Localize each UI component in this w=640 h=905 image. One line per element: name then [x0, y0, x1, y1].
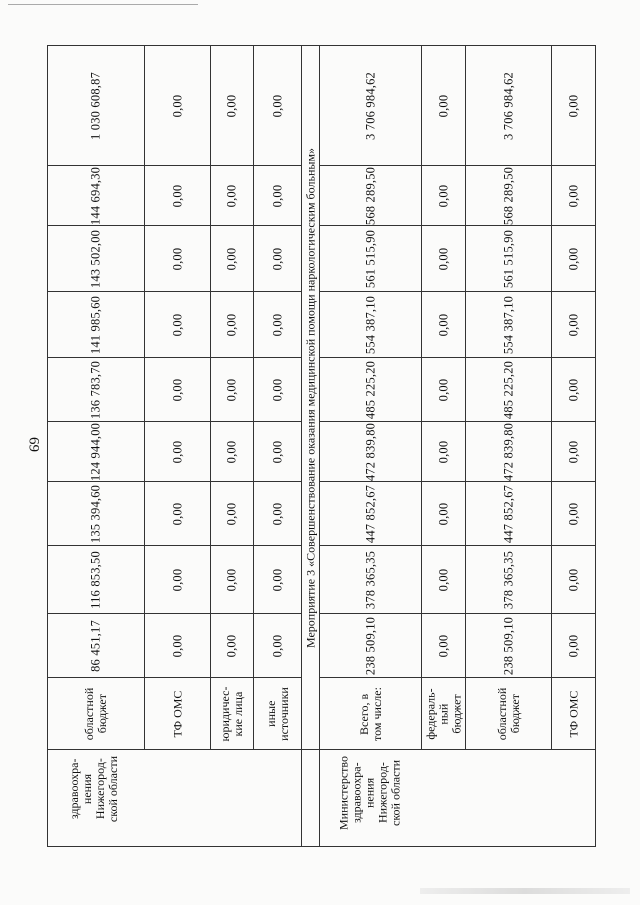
amount-cell: 0,00	[145, 292, 211, 358]
amount-cell: 0,00	[422, 166, 466, 226]
amount-cell: 116 853,50	[48, 546, 145, 614]
amount-cell: 3 706 984,62	[320, 46, 422, 166]
row-label: юридичес- кие лица	[211, 678, 254, 750]
row-label: федераль- ный бюджет	[422, 678, 466, 750]
amount-cell: 143 502,00	[48, 226, 145, 292]
amount-cell: 0,00	[145, 226, 211, 292]
amount-cell: 0,00	[552, 292, 596, 358]
amount-cell: 0,00	[552, 614, 596, 678]
amount-cell: 568 289,50	[320, 166, 422, 226]
scan-edge-line	[8, 4, 198, 5]
amount-cell: 1 030 608,87	[48, 46, 145, 166]
organization-cell-left: здравоохра- нения Нижегород- ской области	[48, 750, 302, 847]
amount-cell: 0,00	[211, 358, 254, 422]
amount-cell: 0,00	[552, 166, 596, 226]
amount-cell: 472 839,80	[466, 422, 552, 482]
amount-cell: 0,00	[145, 46, 211, 166]
amount-cell: 86 451,17	[48, 614, 145, 678]
amount-cell: 0,00	[254, 166, 302, 226]
amount-cell: 447 852,67	[466, 482, 552, 546]
amount-cell: 0,00	[211, 482, 254, 546]
row-label: Всего, в том числе:	[320, 678, 422, 750]
amount-cell: 0,00	[254, 482, 302, 546]
amount-cell: 0,00	[552, 482, 596, 546]
amount-cell: 378 365,35	[466, 546, 552, 614]
spacer-cell	[302, 750, 320, 847]
amount-cell: 238 509,10	[466, 614, 552, 678]
amount-cell: 144 694,30	[48, 166, 145, 226]
amount-cell: 0,00	[254, 546, 302, 614]
amount-cell: 0,00	[254, 46, 302, 166]
amount-cell: 0,00	[422, 226, 466, 292]
amount-cell: 0,00	[145, 422, 211, 482]
amount-cell: 0,00	[211, 166, 254, 226]
amount-cell: 0,00	[211, 614, 254, 678]
amount-cell: 472 839,80	[320, 422, 422, 482]
amount-cell: 485 225,20	[466, 358, 552, 422]
amount-cell: 0,00	[422, 482, 466, 546]
row-label: ТФ ОМС	[552, 678, 596, 750]
amount-cell: 0,00	[422, 292, 466, 358]
amount-cell: 0,00	[422, 546, 466, 614]
amount-cell: 561 515,90	[320, 226, 422, 292]
amount-cell: 0,00	[211, 46, 254, 166]
organization-cell-right: Министерство здравоохра- нения Нижегород- ской области	[320, 750, 596, 847]
scan-artifact	[420, 888, 630, 894]
amount-cell: 378 365,35	[320, 546, 422, 614]
amount-cell: 0,00	[145, 166, 211, 226]
amount-cell: 0,00	[552, 422, 596, 482]
amount-cell: 135 394,60	[48, 482, 145, 546]
amount-cell: 0,00	[552, 546, 596, 614]
amount-cell: 0,00	[211, 546, 254, 614]
amount-cell: 0,00	[552, 46, 596, 166]
amount-cell: 0,00	[145, 614, 211, 678]
row-label: областной бюджет	[466, 678, 552, 750]
amount-cell: 0,00	[422, 422, 466, 482]
measure-title: Мероприятие 3 «Совершенствование оказания медицинской помощи наркологическим больным»	[303, 147, 317, 648]
amount-cell: 141 985,60	[48, 292, 145, 358]
amount-cell: 0,00	[145, 482, 211, 546]
amount-cell: 0,00	[211, 422, 254, 482]
row-label: областной бюджет	[48, 678, 145, 750]
amount-cell: 0,00	[145, 358, 211, 422]
row-label: иные источники	[254, 678, 302, 750]
amount-cell: 0,00	[254, 226, 302, 292]
amount-cell: 0,00	[145, 546, 211, 614]
amount-cell: 124 944,00	[48, 422, 145, 482]
amount-cell: 0,00	[552, 226, 596, 292]
amount-cell: 0,00	[422, 358, 466, 422]
amount-cell: 238 509,10	[320, 614, 422, 678]
amount-cell: 0,00	[254, 614, 302, 678]
amount-cell: 0,00	[211, 226, 254, 292]
amount-cell: 0,00	[254, 292, 302, 358]
amount-cell: 0,00	[422, 614, 466, 678]
amount-cell: 561 515,90	[466, 226, 552, 292]
row-label: ТФ ОМС	[145, 678, 211, 750]
amount-cell: 136 783,70	[48, 358, 145, 422]
amount-cell: 485 225,20	[320, 358, 422, 422]
page-number: 69	[25, 437, 42, 452]
amount-cell: 447 852,67	[320, 482, 422, 546]
amount-cell: 568 289,50	[466, 166, 552, 226]
amount-cell: 0,00	[254, 422, 302, 482]
amount-cell: 0,00	[211, 292, 254, 358]
amount-cell: 554 387,10	[320, 292, 422, 358]
budget-table	[47, 45, 596, 847]
amount-cell: 3 706 984,62	[466, 46, 552, 166]
amount-cell: 0,00	[552, 358, 596, 422]
amount-cell: 0,00	[254, 358, 302, 422]
amount-cell: 554 387,10	[466, 292, 552, 358]
amount-cell: 0,00	[422, 46, 466, 166]
measure-title-cell	[302, 46, 320, 750]
